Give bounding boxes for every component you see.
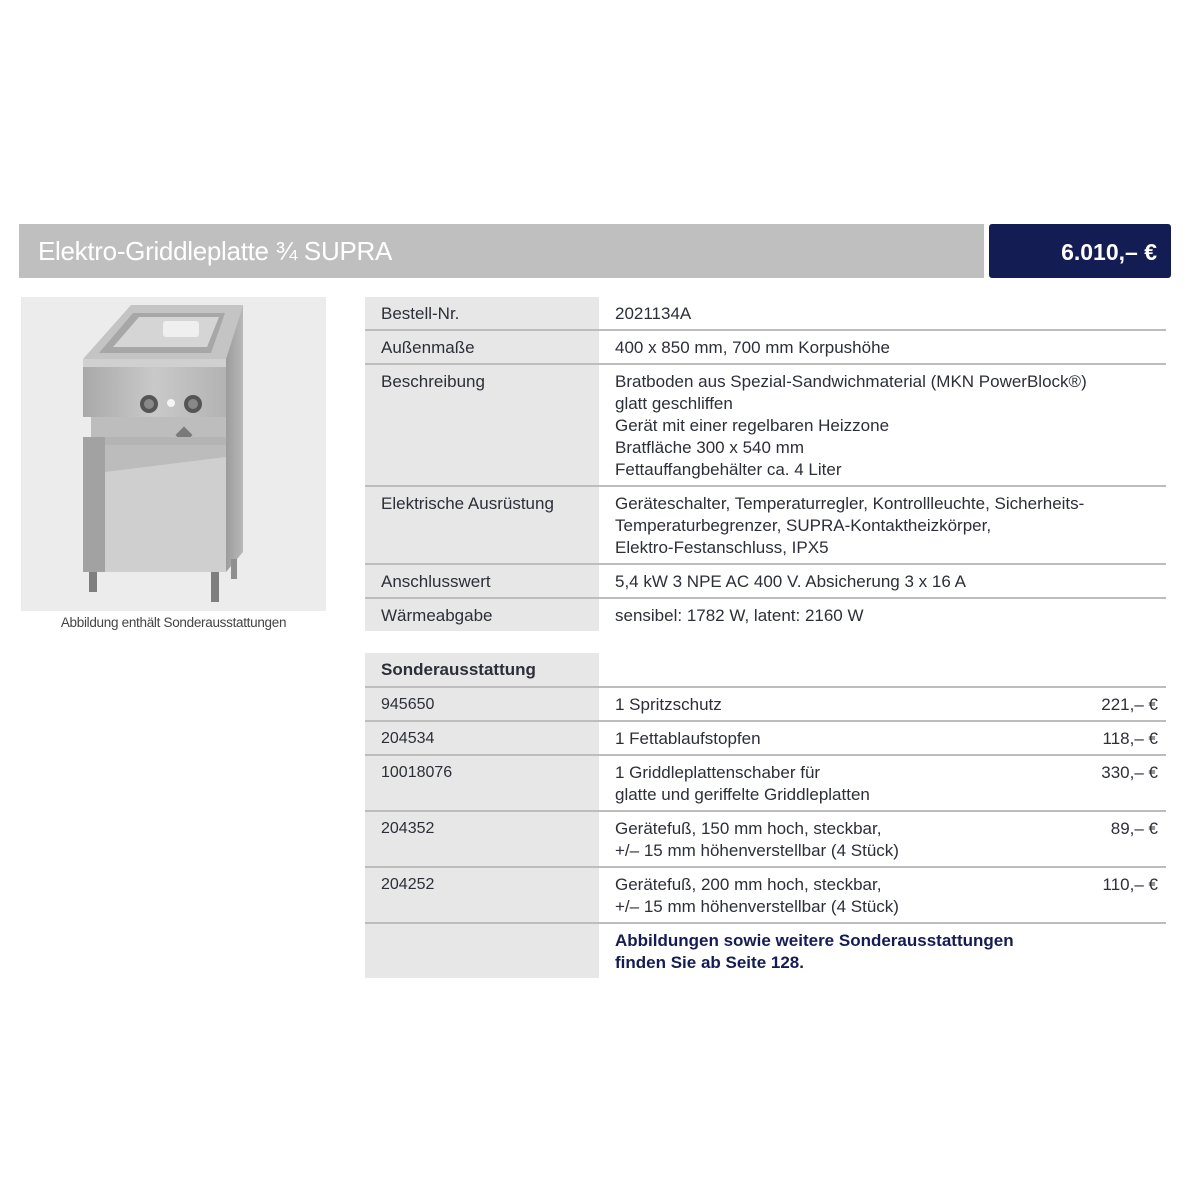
- option-description: [599, 722, 1018, 754]
- spec-value-line: Temperaturbegrenzer, SUPRA-Kontaktheizkörper,: [615, 516, 992, 535]
- option-code: 204352: [365, 812, 599, 866]
- option-description-line: glatte und geriffelte Griddleplatten: [615, 785, 870, 804]
- options-note: [599, 924, 1166, 978]
- spec-value-line: sensibel: 1782 W, latent: 2160 W: [615, 606, 864, 625]
- spec-row-dimensions: [365, 331, 1166, 365]
- options-heading: Sonderausstattung: [365, 653, 599, 686]
- options-note-row: [365, 924, 1166, 978]
- option-price: 110,– €: [1102, 875, 1158, 894]
- spec-table: [365, 297, 1166, 631]
- spec-row-order-number: [365, 297, 1166, 331]
- spec-label: Außenmaße: [365, 331, 599, 363]
- options-note-spacer: [365, 924, 599, 978]
- spec-value-line: Bratboden aus Spezial-Sandwichmaterial (MKN PowerBlock®): [615, 372, 1087, 391]
- spec-value-line: Bratfläche 300 x 540 mm: [615, 438, 804, 457]
- spec-row-electrical: [365, 487, 1166, 565]
- option-price: 89,– €: [1110, 819, 1158, 838]
- griddle-appliance-illustration: [21, 297, 326, 611]
- option-code: 204252: [365, 868, 599, 922]
- option-row: [365, 688, 1166, 722]
- spec-value-line: Elektro-Festanschluss, IPX5: [615, 538, 829, 557]
- options-table: [365, 653, 1166, 978]
- option-description: [599, 688, 1018, 720]
- option-description-line: 1 Griddleplattenschaber für: [615, 763, 821, 782]
- option-description: [599, 756, 1018, 810]
- option-price: 330,– €: [1101, 763, 1158, 782]
- option-description-line: +/– 15 mm höhenverstellbar (4 Stück): [615, 897, 899, 916]
- spec-label: Elektrische Ausrüstung: [365, 487, 599, 563]
- spec-value: [599, 297, 1166, 329]
- option-price: 118,– €: [1102, 729, 1158, 748]
- options-note-line: Abbildungen sowie weitere Sonderausstattungen: [615, 931, 1014, 950]
- options-note-line: finden Sie ab Seite 128.: [615, 953, 804, 972]
- image-caption: Abbildung enthält Sonderausstattungen: [60, 615, 287, 630]
- option-description-line: 1 Spritzschutz: [615, 695, 722, 714]
- spec-value-line: Fettauffangbehälter ca. 4 Liter: [615, 460, 842, 479]
- option-row: [365, 812, 1166, 868]
- spec-label: Beschreibung: [365, 365, 599, 485]
- spec-label: Anschlusswert: [365, 565, 599, 597]
- option-description-line: Gerätefuß, 150 mm hoch, steckbar,: [615, 819, 882, 838]
- spec-value: [599, 599, 1166, 631]
- option-row: [365, 756, 1166, 812]
- product-title: Elektro-Griddleplatte ¾ SUPRA: [38, 236, 393, 266]
- option-code: 204534: [365, 722, 599, 754]
- price-box: [989, 224, 1171, 278]
- option-code: 10018076: [365, 756, 599, 810]
- option-price: 221,– €: [1101, 695, 1158, 714]
- spec-row-heat-output: [365, 599, 1166, 631]
- options-header: [365, 653, 1166, 688]
- option-description-line: Gerätefuß, 200 mm hoch, steckbar,: [615, 875, 882, 894]
- option-description: [599, 812, 1018, 866]
- option-row: [365, 868, 1166, 924]
- spec-value: [599, 365, 1166, 485]
- spec-row-connection: [365, 565, 1166, 599]
- option-row: [365, 722, 1166, 756]
- spec-row-description: [365, 365, 1166, 487]
- spec-value-line: glatt geschliffen: [615, 394, 733, 413]
- spec-value: [599, 331, 1166, 363]
- title-bar: [19, 224, 984, 278]
- product-price: 6.010,– €: [1061, 239, 1157, 265]
- spec-value-line: 5,4 kW 3 NPE AC 400 V. Absicherung 3 x 16 A: [615, 572, 966, 591]
- option-description: [599, 868, 1018, 922]
- spec-value-line: 400 x 850 mm, 700 mm Korpushöhe: [615, 338, 890, 357]
- spec-value-line: Geräteschalter, Temperaturregler, Kontrollleuchte, Sicherheits-: [615, 494, 1085, 513]
- spec-value: [599, 487, 1166, 563]
- spec-value-line: Gerät mit einer regelbaren Heizzone: [615, 416, 890, 435]
- product-image: [21, 297, 326, 611]
- option-description-line: +/– 15 mm höhenverstellbar (4 Stück): [615, 841, 899, 860]
- spec-value: [599, 565, 1166, 597]
- spec-label: Wärmeabgabe: [365, 599, 599, 631]
- spec-label: Bestell-Nr.: [365, 297, 599, 329]
- spec-value-line: 2021134A: [615, 304, 692, 323]
- option-code: 945650: [365, 688, 599, 720]
- option-description-line: 1 Fettablaufstopfen: [615, 729, 761, 748]
